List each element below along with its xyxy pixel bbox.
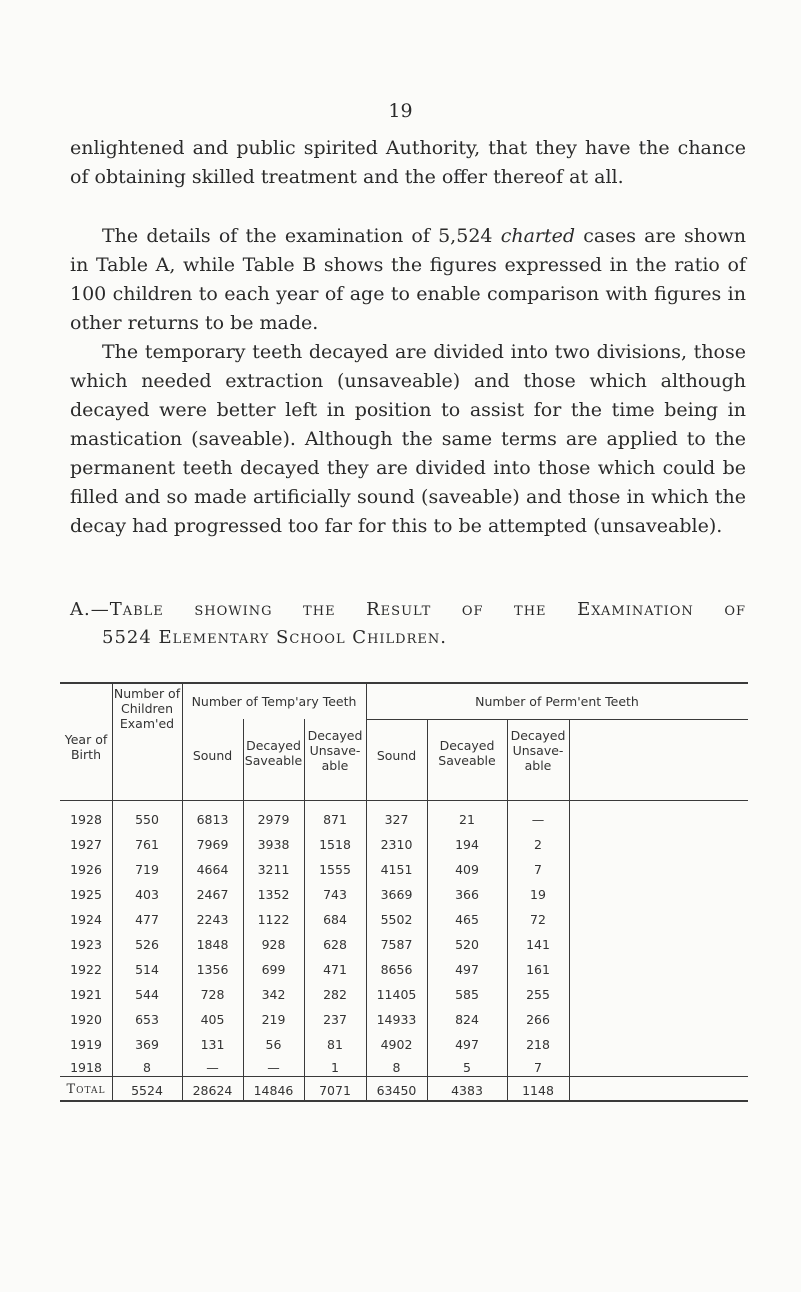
cell-perm-sound: 327	[384, 812, 409, 827]
cell-perm-saveable: 409	[455, 862, 479, 877]
cell-total-perm-saveable: 4383	[451, 1083, 483, 1098]
cell-temp-saveable: 1352	[257, 887, 290, 902]
header-year: Year of Birth	[64, 732, 108, 762]
cell-number: 369	[135, 1037, 159, 1052]
table-caption-line-1: A.—Table showing the Result of the Examination of	[70, 599, 746, 620]
cell-number: 403	[135, 887, 159, 902]
cell-perm-sound: 14933	[376, 1012, 417, 1027]
cell-year: 1924	[70, 912, 102, 927]
cell-perm-sound: 7587	[380, 937, 413, 952]
cell-perm-unsaveable: 266	[526, 1012, 550, 1027]
cell-perm-unsaveable: 7	[534, 862, 542, 877]
header-number-examined: Number of Children Exam'ed	[113, 686, 181, 731]
cell-year: 1918	[70, 1060, 102, 1075]
cell-temp-unsaveable: 743	[323, 887, 347, 902]
cell-temp-sound: 2243	[196, 912, 229, 927]
cell-perm-sound: 3669	[380, 887, 413, 902]
cell-number: 761	[135, 837, 159, 852]
header-bottom-rule	[60, 800, 748, 801]
cell-temp-saveable: 1122	[257, 912, 290, 927]
cell-temp-sound: 405	[200, 1012, 225, 1027]
header-temp-sound: Sound	[192, 748, 233, 763]
cell-perm-saveable: 366	[455, 887, 479, 902]
cell-year: 1923	[70, 937, 102, 952]
col-rule-8	[569, 719, 570, 1102]
page-number: 19	[388, 100, 413, 122]
cell-perm-saveable: 520	[455, 937, 479, 952]
cell-number: 477	[135, 912, 159, 927]
cell-perm-saveable: 5	[463, 1060, 471, 1075]
cell-temp-saveable: 342	[261, 987, 286, 1002]
cell-temp-unsaveable: 628	[323, 937, 347, 952]
table-caption	[70, 596, 746, 652]
cell-perm-saveable: 497	[455, 1037, 479, 1052]
header-temp-decayed-saveable: Decayed Saveable	[244, 738, 303, 768]
cell-perm-sound: 2310	[380, 837, 413, 852]
cell-perm-unsaveable: 218	[526, 1037, 550, 1052]
header-permanent-teeth: Number of Perm'ent Teeth	[475, 694, 639, 709]
cell-temp-saveable: 3938	[257, 837, 290, 852]
cell-temp-saveable: —	[267, 1060, 280, 1075]
paragraph-1: enlightened and public spirited Authority, that they have the chance of obtaining skilled treatment and the offer thereof at all.	[70, 137, 746, 188]
cell-perm-sound: 4151	[380, 862, 413, 877]
cell-perm-saveable: 497	[455, 962, 479, 977]
header-perm-decayed-unsaveable: Decayed Unsave- able	[510, 728, 566, 773]
cell-total-label: Total	[66, 1082, 106, 1097]
cell-number: 544	[135, 987, 159, 1002]
cell-temp-saveable: 219	[261, 1012, 286, 1027]
cell-year: 1922	[70, 962, 102, 977]
cell-total-perm-unsaveable: 1148	[522, 1083, 554, 1098]
cell-temp-unsaveable: 1518	[319, 837, 351, 852]
cell-perm-sound: 8656	[380, 962, 413, 977]
cell-temp-saveable: 3211	[257, 862, 290, 877]
cell-perm-saveable: 585	[455, 987, 479, 1002]
cell-temp-sound: 7969	[196, 837, 229, 852]
cell-perm-unsaveable: 2	[534, 837, 542, 852]
header-perm-decayed-saveable: Decayed Saveable	[438, 738, 496, 768]
cell-temp-sound: 1356	[196, 962, 229, 977]
header-temporary-teeth: Number of Temp'ary Teeth	[191, 694, 357, 709]
cell-temp-sound: 728	[200, 987, 225, 1002]
paragraph-2	[70, 222, 746, 338]
paragraph-3-text: The temporary teeth decayed are divided into two divisions, those which needed extraction (unsaveable) and those which although decayed were better left in position to assist for the time being in mastication (saveable). Although the same terms are applied to the permanent teeth decayed they are divided into those which could be filled and so made artificially sound (saveable) and those in which the decay had progressed too far for this to be attempted (unsaveable).	[70, 341, 746, 537]
cell-perm-unsaveable: 7	[534, 1060, 542, 1075]
cell-number: 526	[135, 937, 159, 952]
cell-temp-unsaveable: 684	[323, 912, 347, 927]
cell-temp-unsaveable: 1	[331, 1060, 339, 1075]
cell-year: 1927	[70, 837, 102, 852]
cell-number: 8	[143, 1060, 151, 1075]
cell-number: 550	[135, 812, 159, 827]
cell-temp-sound: 4664	[196, 862, 229, 877]
cell-temp-sound: 2467	[196, 887, 229, 902]
cell-perm-sound: 5502	[380, 912, 413, 927]
cell-total-temp-sound: 28624	[192, 1083, 233, 1098]
cell-temp-unsaveable: 81	[327, 1037, 343, 1052]
cell-perm-saveable: 194	[455, 837, 479, 852]
cell-total-perm-sound: 63450	[376, 1083, 417, 1098]
cell-temp-sound: 6813	[196, 812, 229, 827]
table-caption-line-2: 5524 Elementary School Children.	[102, 627, 447, 648]
table-top-rule	[60, 682, 748, 684]
cell-temp-saveable: 2979	[257, 812, 290, 827]
cell-perm-saveable: 21	[459, 812, 475, 827]
cell-temp-sound: —	[206, 1060, 219, 1075]
cell-year: 1925	[70, 887, 102, 902]
header-temp-decayed-unsaveable: Decayed Unsave- able	[307, 728, 363, 773]
cell-perm-sound: 4902	[380, 1037, 413, 1052]
paragraph-2-italic: charted	[500, 225, 576, 247]
cell-perm-unsaveable: —	[531, 812, 545, 827]
cell-temp-saveable: 699	[261, 962, 286, 977]
cell-perm-unsaveable: 161	[526, 962, 550, 977]
cell-perm-unsaveable: 255	[526, 987, 550, 1002]
table-bottom-rule	[60, 1100, 748, 1102]
paragraph-3	[70, 338, 746, 541]
cell-temp-unsaveable: 471	[323, 962, 347, 977]
total-top-rule	[60, 1076, 748, 1077]
cell-number: 719	[135, 862, 159, 877]
cell-perm-saveable: 824	[455, 1012, 479, 1027]
cell-temp-unsaveable: 1555	[319, 862, 351, 877]
cell-year: 1921	[70, 987, 102, 1002]
cell-perm-unsaveable: 72	[530, 912, 546, 927]
cell-perm-sound: 8	[392, 1060, 401, 1075]
cell-perm-sound: 11405	[376, 987, 417, 1002]
cell-number: 514	[135, 962, 159, 977]
cell-perm-unsaveable: 141	[526, 937, 550, 952]
cell-temp-saveable: 928	[261, 937, 286, 952]
cell-total-number: 5524	[131, 1083, 163, 1098]
cell-year: 1919	[70, 1037, 102, 1052]
cell-perm-unsaveable: 19	[530, 887, 546, 902]
cell-perm-saveable: 465	[455, 912, 479, 927]
cell-year: 1928	[70, 812, 102, 827]
cell-year: 1926	[70, 862, 102, 877]
results-table	[60, 682, 748, 1102]
cell-temp-unsaveable: 237	[323, 1012, 347, 1027]
cell-number: 653	[135, 1012, 159, 1027]
cell-temp-unsaveable: 282	[323, 987, 347, 1002]
cell-temp-unsaveable: 871	[323, 812, 347, 827]
paragraph-2-end: cases are shown in Table A, while Table B shows the figures expressed in the ratio of 100 children to each year of age to enable comparison with figures in other returns to be made.	[70, 225, 746, 334]
group-header-rule	[366, 719, 748, 720]
cell-temp-sound: 1848	[196, 937, 229, 952]
header-perm-sound: Sound	[376, 748, 417, 763]
cell-temp-sound: 131	[200, 1037, 225, 1052]
cell-temp-saveable: 56	[265, 1037, 282, 1052]
paragraph-2-start: The details of the examination of 5,524	[102, 225, 501, 247]
cell-total-temp-saveable: 14846	[253, 1083, 294, 1098]
cell-year: 1920	[70, 1012, 102, 1027]
cell-total-temp-unsaveable: 7071	[319, 1083, 351, 1098]
